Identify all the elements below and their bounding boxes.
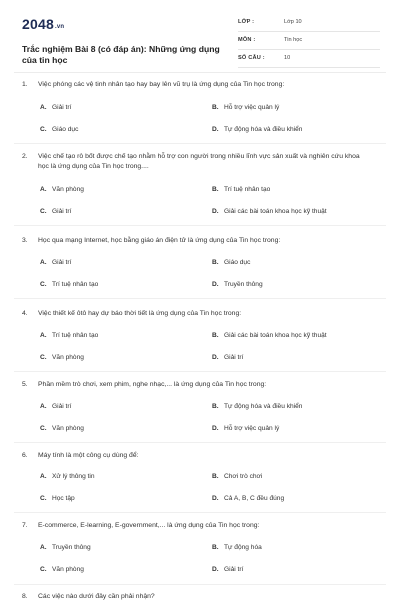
question-text	[22, 380, 374, 390]
option-letter: D.	[212, 354, 219, 361]
question-text	[22, 521, 374, 531]
option-text: Giải trí	[52, 208, 72, 215]
option-c[interactable]	[40, 354, 84, 361]
question-number: 3.	[22, 237, 28, 244]
option-letter: C.	[40, 495, 47, 502]
option-text: Truyền thông	[224, 281, 263, 288]
meta-row-class	[238, 16, 380, 32]
option-text: Trí tuệ nhân tạo	[52, 281, 99, 288]
option-text: Giải trí	[52, 259, 72, 266]
option-text: Văn phòng	[52, 354, 84, 361]
option-text: Truyền thông	[52, 544, 91, 551]
option-text: Văn phòng	[52, 186, 84, 193]
option-text: Giải trí	[52, 104, 72, 111]
option-letter: C.	[40, 208, 47, 215]
option-text: Chơi trò chơi	[224, 473, 263, 480]
option-c[interactable]	[40, 566, 84, 573]
option-text: Học tập	[52, 495, 75, 502]
option-d[interactable]	[212, 126, 302, 133]
option-text: Văn phòng	[52, 425, 84, 432]
option-letter: C.	[40, 566, 47, 573]
question-divider	[14, 298, 386, 299]
option-c[interactable]	[40, 208, 71, 215]
option-text: Cả A, B, C đều đúng	[224, 495, 285, 502]
site-logo[interactable]	[22, 16, 64, 32]
option-letter: D.	[212, 208, 219, 215]
option-letter: B.	[212, 473, 219, 480]
option-text: Giáo dục	[52, 126, 79, 133]
question-divider	[14, 584, 386, 585]
option-letter: B.	[212, 259, 219, 266]
meta-row-subject	[238, 34, 380, 50]
option-letter: B.	[212, 332, 219, 339]
question-body: Phần mềm trò chơi, xem phim, nghe nhạc,... là ứng dụng của Tin học trong:	[38, 381, 267, 388]
option-d[interactable]	[212, 208, 327, 215]
option-text: Hỗ trợ việc quản lý	[224, 425, 280, 432]
option-text: Tự động hóa và điều khiển	[224, 403, 303, 410]
option-letter: B.	[212, 104, 219, 111]
logo-main-text: 2048	[22, 16, 54, 32]
option-a[interactable]	[40, 332, 98, 339]
option-letter: A.	[40, 332, 47, 339]
option-text: Tự động hóa và điều khiển	[224, 126, 303, 133]
option-letter: A.	[40, 259, 47, 266]
option-a[interactable]	[40, 473, 95, 480]
header-divider	[14, 72, 386, 73]
question-text	[22, 152, 374, 172]
question-text	[22, 80, 374, 90]
question-divider	[14, 512, 386, 513]
option-d[interactable]	[212, 354, 243, 361]
option-letter: B.	[212, 544, 219, 551]
option-c[interactable]	[40, 425, 84, 432]
option-text: Giải các bài toán khoa học kỹ thuật	[224, 332, 327, 339]
meta-label: LỚP :	[238, 19, 255, 25]
option-text: Xử lý thông tin	[52, 473, 95, 480]
question-text	[22, 451, 374, 461]
meta-value: Lớp 10	[284, 19, 302, 25]
option-d[interactable]	[212, 495, 284, 502]
option-a[interactable]	[40, 104, 71, 111]
option-a[interactable]	[40, 186, 84, 193]
option-b[interactable]	[212, 259, 250, 266]
option-a[interactable]	[40, 259, 71, 266]
option-letter: B.	[212, 186, 219, 193]
question-body: Học qua mạng Internet, học bằng giáo án điện tử là ứng dụng của Tin học trong:	[38, 237, 281, 244]
option-text: Giải trí	[224, 566, 244, 573]
logo-domain-text: .vn	[54, 24, 65, 30]
option-text: Hỗ trợ việc quản lý	[224, 104, 280, 111]
option-letter: D.	[212, 495, 219, 502]
question-text	[22, 309, 374, 319]
question-number: 7.	[22, 522, 28, 529]
question-body: Máy tính là một công cụ dùng để:	[38, 452, 139, 459]
option-d[interactable]	[212, 566, 243, 573]
option-c[interactable]	[40, 126, 78, 133]
option-letter: A.	[40, 104, 47, 111]
option-text: Giải trí	[224, 354, 244, 361]
option-c[interactable]	[40, 281, 98, 288]
option-b[interactable]	[212, 403, 302, 410]
meta-label: MÔN :	[238, 37, 256, 43]
question-number: 6.	[22, 452, 28, 459]
option-text: Giải các bài toán khoa học kỹ thuật	[224, 208, 327, 215]
option-b[interactable]	[212, 473, 262, 480]
option-b[interactable]	[212, 104, 279, 111]
question-text	[22, 236, 374, 246]
question-text	[22, 592, 374, 602]
option-letter: D.	[212, 566, 219, 573]
option-text: Trí tuệ nhân tạo	[52, 332, 99, 339]
worksheet-meta	[238, 16, 380, 70]
question-number: 8.	[22, 593, 28, 600]
option-letter: D.	[212, 425, 219, 432]
option-letter: D.	[212, 281, 219, 288]
meta-label: SỐ CÂU :	[238, 55, 265, 61]
question-number: 1.	[22, 81, 28, 88]
option-b[interactable]	[212, 186, 270, 193]
option-letter: D.	[212, 126, 219, 133]
question-number: 4.	[22, 310, 28, 317]
option-letter: C.	[40, 281, 47, 288]
option-letter: C.	[40, 354, 47, 361]
option-a[interactable]	[40, 544, 91, 551]
option-a[interactable]	[40, 403, 71, 410]
question-number: 5.	[22, 381, 28, 388]
page-title: Trắc nghiệm Bài 8 (có đáp án): Những ứng dụng của tin học	[22, 44, 220, 65]
meta-value: Tin học	[284, 37, 303, 43]
question-divider	[14, 225, 386, 226]
option-text: Giải trí	[52, 403, 72, 410]
option-d[interactable]	[212, 425, 279, 432]
option-c[interactable]	[40, 495, 75, 502]
question-divider	[14, 143, 386, 144]
question-body: Việc phóng các vệ tinh nhân tạo hay bay lên vũ trụ là ứng dụng của Tin học trong:	[38, 81, 285, 88]
option-b[interactable]	[212, 332, 327, 339]
option-text: Giáo dục	[224, 259, 251, 266]
question-divider	[14, 442, 386, 443]
option-letter: A.	[40, 186, 47, 193]
option-b[interactable]	[212, 544, 262, 551]
question-body: Các việc nào dưới đây cần phải nhận?	[38, 593, 155, 600]
option-text: Tự động hóa	[224, 544, 262, 551]
option-d[interactable]	[212, 281, 263, 288]
question-number: 2.	[22, 153, 28, 160]
meta-row-question-count	[238, 52, 380, 68]
option-letter: A.	[40, 403, 47, 410]
option-letter: A.	[40, 544, 47, 551]
question-body: E-commerce, E-learning, E-government,... là ứng dụng của Tin học trong:	[38, 522, 260, 529]
option-letter: C.	[40, 126, 47, 133]
question-body: Việc chế tạo rô bốt được chế tạo nhằm hỗ trợ con người trong nhiều lĩnh vực sản xuất và nghiên cứu khoa học là ứng dụng của Tin học trong....	[38, 153, 360, 170]
question-body: Việc thiết kế ôtô hay dự báo thời tiết là ứng dụng của Tin học trong:	[38, 310, 242, 317]
option-text: Trí tuệ nhân tạo	[224, 186, 271, 193]
option-letter: C.	[40, 425, 47, 432]
option-text: Văn phòng	[52, 566, 84, 573]
question-divider	[14, 371, 386, 372]
option-letter: A.	[40, 473, 47, 480]
meta-value: 10	[284, 55, 291, 61]
option-letter: B.	[212, 403, 219, 410]
